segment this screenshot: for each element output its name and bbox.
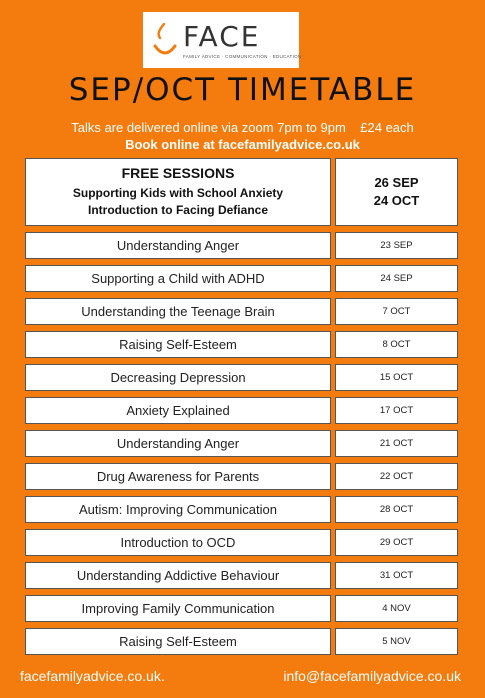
subtitle: Talks are delivered online via zoom 7pm to 9pm £24 each bbox=[71, 120, 414, 135]
session-topic: Understanding Addictive Behaviour bbox=[25, 562, 331, 589]
session-topic: Understanding the Teenage Brain bbox=[25, 298, 331, 325]
page-title: SEP/OCT TIMETABLE bbox=[68, 72, 417, 108]
session-topic: Decreasing Depression bbox=[25, 364, 331, 391]
face-logo-icon bbox=[151, 20, 179, 60]
logo-wordmark: FACE bbox=[183, 20, 261, 53]
free-session-date: 26 SEP bbox=[374, 175, 419, 190]
footer-website[interactable]: facefamilyadvice.co.uk. bbox=[20, 668, 165, 684]
session-topic: Understanding Anger bbox=[25, 232, 331, 259]
session-date: 21 OCT bbox=[335, 430, 458, 457]
free-session-topic: Introduction to Facing Defiance bbox=[87, 203, 268, 217]
session-topic: Anxiety Explained bbox=[25, 397, 331, 424]
free-sessions-box bbox=[25, 158, 331, 226]
session-topic: Raising Self-Esteem bbox=[25, 628, 331, 655]
session-date: 31 OCT bbox=[335, 562, 458, 589]
footer-email[interactable]: info@facefamilyadvice.co.uk bbox=[283, 668, 461, 684]
session-date: 28 OCT bbox=[335, 496, 458, 523]
session-topic: Improving Family Communication bbox=[25, 595, 331, 622]
session-topic: Drug Awareness for Parents bbox=[25, 463, 331, 490]
session-topic: Understanding Anger bbox=[25, 430, 331, 457]
face-logo bbox=[143, 12, 302, 68]
session-date: 7 OCT bbox=[335, 298, 458, 325]
free-session-date: 24 OCT bbox=[373, 193, 420, 208]
session-topic: Autism: Improving Communication bbox=[25, 496, 331, 523]
session-date: 29 OCT bbox=[335, 529, 458, 556]
session-date: 4 NOV bbox=[335, 595, 458, 622]
session-date: 24 SEP bbox=[335, 265, 458, 292]
booking-link[interactable]: Book online at facefamilyadvice.co.uk bbox=[125, 137, 360, 152]
session-date: 15 OCT bbox=[335, 364, 458, 391]
free-session-topic: Supporting Kids with School Anxiety bbox=[72, 186, 284, 200]
free-sessions-heading: FREE SESSIONS bbox=[121, 165, 235, 181]
session-topic: Supporting a Child with ADHD bbox=[25, 265, 331, 292]
session-date: 5 NOV bbox=[335, 628, 458, 655]
session-date: 22 OCT bbox=[335, 463, 458, 490]
session-date: 8 OCT bbox=[335, 331, 458, 358]
session-topic: Raising Self-Esteem bbox=[25, 331, 331, 358]
session-date: 17 OCT bbox=[335, 397, 458, 424]
session-date: 23 SEP bbox=[335, 232, 458, 259]
logo-tagline: FAMILY ADVICE · COMMUNICATION · EDUCATION bbox=[183, 54, 302, 59]
free-sessions-dates bbox=[335, 158, 458, 226]
session-topic: Introduction to OCD bbox=[25, 529, 331, 556]
